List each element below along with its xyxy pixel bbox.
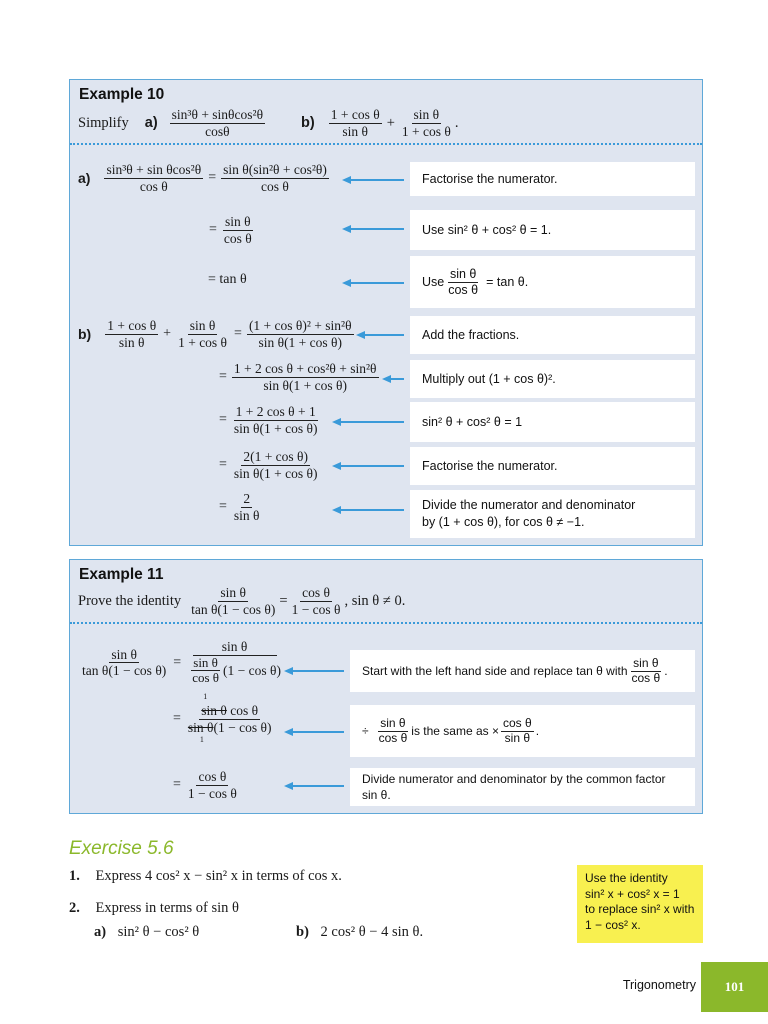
solution-b-label: b) xyxy=(78,326,92,343)
question-1-text: Express 4 cos² x − sin² x in terms of cos x. xyxy=(95,868,342,884)
ex11-step1-rhs-den xyxy=(186,656,283,687)
note-a3-fraction xyxy=(446,267,480,297)
hint-line-3: to replace sin² x with xyxy=(585,902,695,917)
ex11-step2-num xyxy=(199,692,260,720)
note-ex11-1 xyxy=(350,650,695,692)
step-b5-rhs-num: 2 xyxy=(243,491,251,506)
question-a-fraction xyxy=(170,107,265,139)
note-b5-line1: Divide the numerator and denominator xyxy=(422,498,636,513)
question-2b-label: b) xyxy=(296,924,309,940)
equals-sign: = xyxy=(219,412,227,428)
ex11-step-2 xyxy=(170,692,275,744)
step-b1-f2 xyxy=(176,318,229,350)
ex11-step1-inner-den: cos θ xyxy=(192,670,219,686)
note-ex11-1-pre: Start with the left hand side and replace tan θ with xyxy=(362,663,628,678)
question-2a-text: sin² θ − cos² θ xyxy=(117,924,200,940)
cancel-mark-bottom: 1 xyxy=(199,734,204,744)
identity-lhs-den: tan θ(1 − cos θ) xyxy=(191,601,276,617)
note-ex11-1-fraction xyxy=(630,657,663,686)
identity-condition: , sin θ ≠ 0. xyxy=(344,592,406,609)
ex11-step2-den xyxy=(186,719,274,744)
step-b1-f1-num: 1 + cos θ xyxy=(107,318,157,333)
plus-sign: + xyxy=(163,326,172,342)
note-ex11-2-mid: is the same as × xyxy=(411,723,499,738)
ex11-step-3 xyxy=(170,769,241,801)
example-10-prompt: Simplify xyxy=(78,114,129,131)
solution-b-step-5 xyxy=(216,491,264,523)
ex11-step3-fraction xyxy=(186,769,239,801)
identity-rhs-den: 1 − cos θ xyxy=(291,601,341,617)
ex11-step2-fraction xyxy=(186,692,274,744)
ex11-step1-lhs-num: sin θ xyxy=(111,646,137,662)
example-11-title: Example 11 xyxy=(79,566,164,583)
step-a1-lhs-den: cos θ xyxy=(139,178,168,194)
solution-a-step-2 xyxy=(206,214,256,246)
question-b-f2-denominator: 1 + cos θ xyxy=(401,123,451,139)
example-10-question xyxy=(78,107,458,139)
solution-a-label: a) xyxy=(78,170,91,187)
ex11-step2-den-rest: (1 − cos θ) xyxy=(213,719,272,735)
question-a-denominator: cosθ xyxy=(205,123,230,139)
note-a3-pre: Use xyxy=(422,274,445,289)
solution-b-step-3 xyxy=(216,404,321,436)
ex11-step2-num-rest: cos θ xyxy=(226,703,259,718)
question-b-fraction-2 xyxy=(400,107,453,139)
step-b2-rhs-den: sin θ(1 + cos θ) xyxy=(263,377,347,393)
note-a3-den: cos θ xyxy=(448,282,479,297)
question-b-f2-numerator: sin θ xyxy=(413,107,440,122)
hint-line-2: sin² x + cos² x = 1 xyxy=(585,886,680,901)
step-b2-rhs-num: 1 + 2 cos θ + cos²θ + sin²θ xyxy=(233,361,377,376)
question-a-numerator: sin³θ + sinθcos²θ xyxy=(171,107,264,122)
equals-sign: = xyxy=(219,457,227,473)
step-b1-f1-den: sin θ xyxy=(118,334,145,350)
question-2a-label: a) xyxy=(94,924,107,940)
solution-b-step-2 xyxy=(216,361,381,393)
ex11-step1-rhs xyxy=(186,639,283,686)
equals-sign: = xyxy=(173,711,181,727)
example-11-prompt: Prove the identity xyxy=(78,592,182,609)
step-b3-rhs-den: sin θ(1 + cos θ) xyxy=(233,420,318,436)
note-b5-line2: by (1 + cos θ), for cos θ ≠ −1. xyxy=(422,515,585,529)
note-ex11-2-f1-num: sin θ xyxy=(380,715,406,730)
step-b5-rhs-den: sin θ xyxy=(233,507,260,523)
note-a3-post: = tan θ. xyxy=(486,274,529,289)
part-b-label: b) xyxy=(301,115,315,132)
cancelled-sin-bottom: sin θ xyxy=(187,719,214,735)
note-ex11-3: Divide numerator and denominator by the common factor sin θ. xyxy=(350,768,695,806)
part-a-label: a) xyxy=(144,115,158,132)
exercise-title: Exercise 5.6 xyxy=(69,838,174,859)
step-a3-rhs: = tan θ xyxy=(208,272,247,287)
step-b1-f2-num: sin θ xyxy=(189,318,216,333)
note-a2: Use sin² θ + cos² θ = 1. xyxy=(410,210,695,250)
question-b-f1-numerator: 1 + cos θ xyxy=(330,107,380,122)
step-b1-rhs-den: sin θ(1 + cos θ) xyxy=(258,334,343,350)
step-a1-rhs-den: cos θ xyxy=(261,178,289,194)
ex11-step1-rhs-num: sin θ xyxy=(193,639,277,656)
ex11-step1-inner-num: sin θ xyxy=(193,654,218,670)
equals-sign: = xyxy=(234,326,242,342)
equals-sign: = xyxy=(279,592,288,609)
question-1 xyxy=(69,868,342,885)
identity-rhs xyxy=(290,585,343,617)
question-2-text: Express in terms of sin θ xyxy=(95,900,239,916)
equals-sign: = xyxy=(219,369,227,385)
step-b5-rhs xyxy=(232,491,262,523)
identity-lhs-num: sin θ xyxy=(220,585,247,600)
step-b1-rhs-num: (1 + cos θ)² + sin²θ xyxy=(248,318,352,333)
question-2b xyxy=(296,924,423,941)
equals-sign: = xyxy=(173,654,182,670)
example-11-divider xyxy=(70,622,702,624)
hint-line-4: 1 − cos² x. xyxy=(585,917,641,932)
ex11-step1-rhs-den-tail: (1 − cos θ) xyxy=(223,663,281,679)
question-b-f1-denominator: sin θ xyxy=(342,123,369,139)
note-ex11-2-f2-den: sin θ xyxy=(504,730,531,745)
example-10-box xyxy=(69,79,703,546)
hint-line-1: Use the identity xyxy=(585,871,668,885)
example-10-title: Example 10 xyxy=(79,86,165,103)
step-b1-f1 xyxy=(105,318,158,350)
ex11-step1-inner-fraction xyxy=(190,656,221,687)
period: . xyxy=(454,114,459,131)
note-b5 xyxy=(410,490,695,538)
example-11-box xyxy=(69,559,703,814)
note-ex11-2 xyxy=(350,705,695,757)
ex11-step1-lhs-den: tan θ(1 − cos θ) xyxy=(82,663,167,679)
question-2b-text: 2 cos² θ − 4 sin θ. xyxy=(320,924,424,940)
equals-sign: = xyxy=(209,222,217,238)
step-b2-rhs xyxy=(232,361,379,393)
note-b1: Add the fractions. xyxy=(410,316,695,354)
note-a3-num: sin θ xyxy=(449,267,477,282)
ex11-step-1 xyxy=(78,639,285,686)
step-b4-rhs-den: sin θ(1 + cos θ) xyxy=(233,465,318,481)
step-a2-rhs-num: sin θ xyxy=(225,214,251,229)
note-ex11-2-div: ÷ xyxy=(362,723,369,738)
note-ex11-1-post: . xyxy=(664,663,668,678)
note-b4: Factorise the numerator. xyxy=(410,447,695,485)
note-ex11-2-f1-den: cos θ xyxy=(378,730,408,745)
step-a2-rhs-den: cos θ xyxy=(223,230,252,246)
ex11-step3-den: 1 − cos θ xyxy=(187,785,237,801)
ex11-step3-num: cos θ xyxy=(198,769,227,784)
plus-sign: + xyxy=(386,114,395,131)
note-a1: Factorise the numerator. xyxy=(410,162,695,196)
note-b3: sin² θ + cos² θ = 1 xyxy=(410,402,695,442)
equals-sign: = xyxy=(208,170,217,186)
step-b1-f2-den: 1 + cos θ xyxy=(178,334,228,350)
example-11-question xyxy=(78,585,405,617)
step-b1-rhs xyxy=(247,318,354,350)
cancel-mark-top: 1 xyxy=(203,692,208,701)
step-a1-lhs xyxy=(104,162,203,194)
note-ex11-1-den: cos θ xyxy=(631,670,661,685)
hint-box xyxy=(577,865,703,943)
page-number-tab xyxy=(701,962,768,1012)
ex11-step1-lhs xyxy=(80,647,168,679)
step-a1-rhs xyxy=(221,162,329,194)
cancelled-sin-top: sin θ xyxy=(201,703,227,718)
note-b2: Multiply out (1 + cos θ)². xyxy=(410,360,695,398)
note-ex11-1-num: sin θ xyxy=(633,655,659,670)
footer-section-label: Trigonometry xyxy=(622,978,696,992)
step-b4-rhs-num: 2(1 + cos θ) xyxy=(243,449,309,464)
note-ex11-2-f2-num: cos θ xyxy=(503,715,532,730)
solution-a-step-1 xyxy=(78,162,331,194)
equals-sign: = xyxy=(173,777,181,793)
step-a2-rhs xyxy=(222,214,254,246)
solution-a-step-3 xyxy=(208,272,247,288)
step-b4-rhs xyxy=(232,449,320,481)
question-b-fraction-1 xyxy=(329,107,382,139)
step-b3-rhs-num: 1 + 2 cos θ + 1 xyxy=(235,404,316,419)
note-ex11-2-f1 xyxy=(377,717,410,746)
example-10-divider xyxy=(70,143,702,145)
identity-rhs-num: cos θ xyxy=(302,585,330,600)
note-a3 xyxy=(410,256,695,308)
step-a1-rhs-num: sin θ(sin²θ + cos²θ) xyxy=(223,162,327,177)
question-1-number: 1. xyxy=(69,868,80,884)
solution-b-step-4 xyxy=(216,449,321,481)
step-a1-lhs-num: sin³θ + sin θcos²θ xyxy=(106,162,202,177)
page-number: 101 xyxy=(724,979,745,994)
solution-b-step-1 xyxy=(78,318,356,350)
identity-lhs xyxy=(189,585,277,617)
step-b3-rhs xyxy=(232,404,320,436)
note-ex11-2-post: . xyxy=(535,723,540,738)
note-ex11-2-f2 xyxy=(501,717,534,746)
equals-sign: = xyxy=(219,499,227,515)
question-2-number: 2. xyxy=(69,900,80,916)
question-2 xyxy=(69,900,239,917)
question-2a xyxy=(94,924,199,941)
